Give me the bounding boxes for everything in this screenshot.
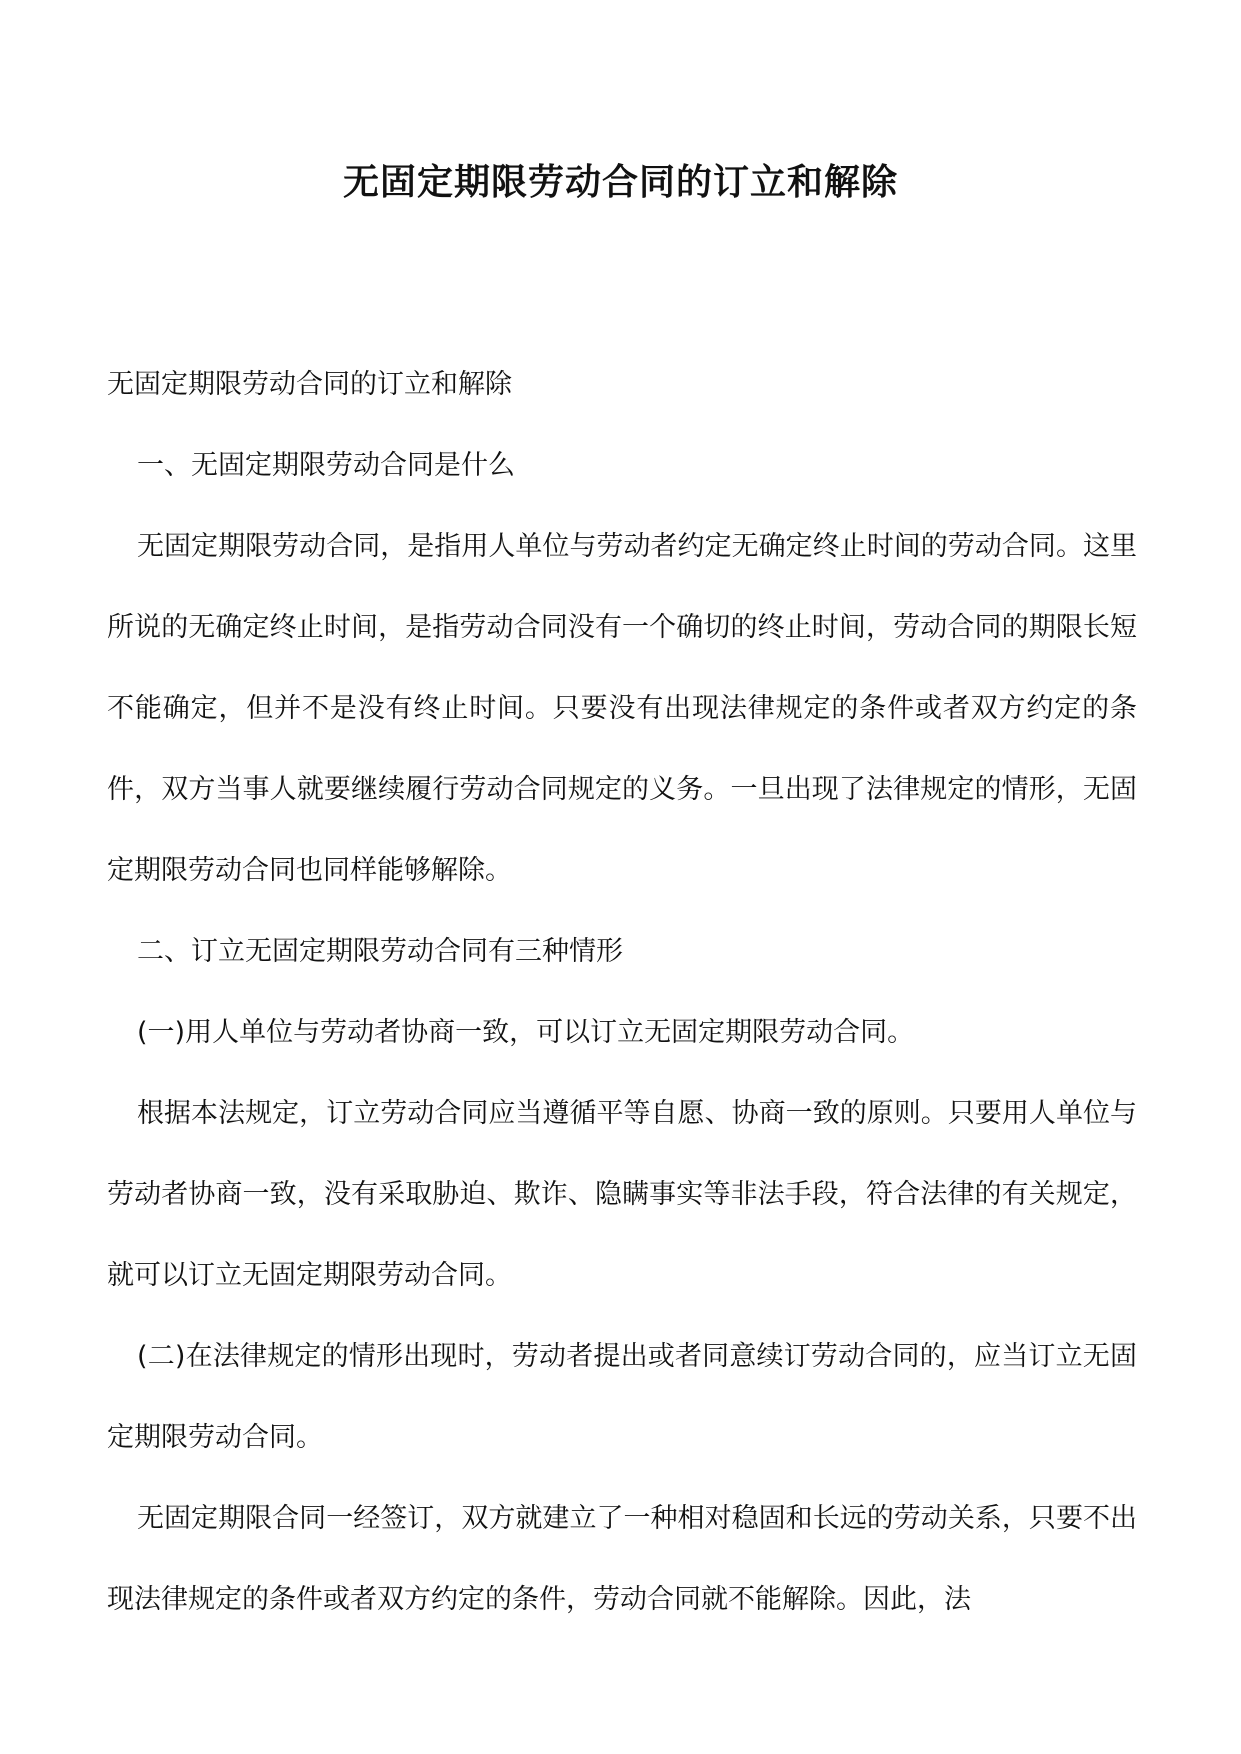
document-title: 无固定期限劳动合同的订立和解除 [342,161,898,203]
section-heading-1: 一、无固定期限劳动合同是什么 [137,450,515,481]
paragraph-item-1: 根据本法规定，订立劳动合同应当遵循平等自愿、协商一致的原则。只要用人单位与劳动者协商一致，没有采取胁迫、欺诈、隐瞒事实等非法手段，符合法律的有关规定，就可以订立无固定期限劳动合同。 [107,1098,1137,1291]
section-heading-2: 二、订立无固定期限劳动合同有三种情形 [137,936,623,967]
document-subtitle: 无固定期限劳动合同的订立和解除 [107,369,512,400]
item-heading-1: (一)用人单位与劳动者协商一致，可以订立无固定期限劳动合同。 [137,1017,915,1048]
item-heading-2: (二)在法律规定的情形出现时，劳动者提出或者同意续订劳动合同的，应当订立无固定期限劳动合同。 [107,1341,1137,1453]
document-body [107,344,1137,1640]
paragraph-item-2: 无固定期限合同一经签订，双方就建立了一种相对稳固和长远的劳动关系，只要不出现法律规定的条件或者双方约定的条件，劳动合同就不能解除。因此，法 [107,1503,1137,1615]
paragraph-definition: 无固定期限劳动合同，是指用人单位与劳动者约定无确定终止时间的劳动合同。这里所说的无确定终止时间，是指劳动合同没有一个确切的终止时间，劳动合同的期限长短不能确定，但并不是没有终止时间。只要没有出现法律规定的条件或者双方约定的条件，双方当事人就要继续履行劳动合同规定的义务。一旦出现了法律规定的情形，无固定期限劳动合同也同样能够解除。 [107,531,1137,886]
